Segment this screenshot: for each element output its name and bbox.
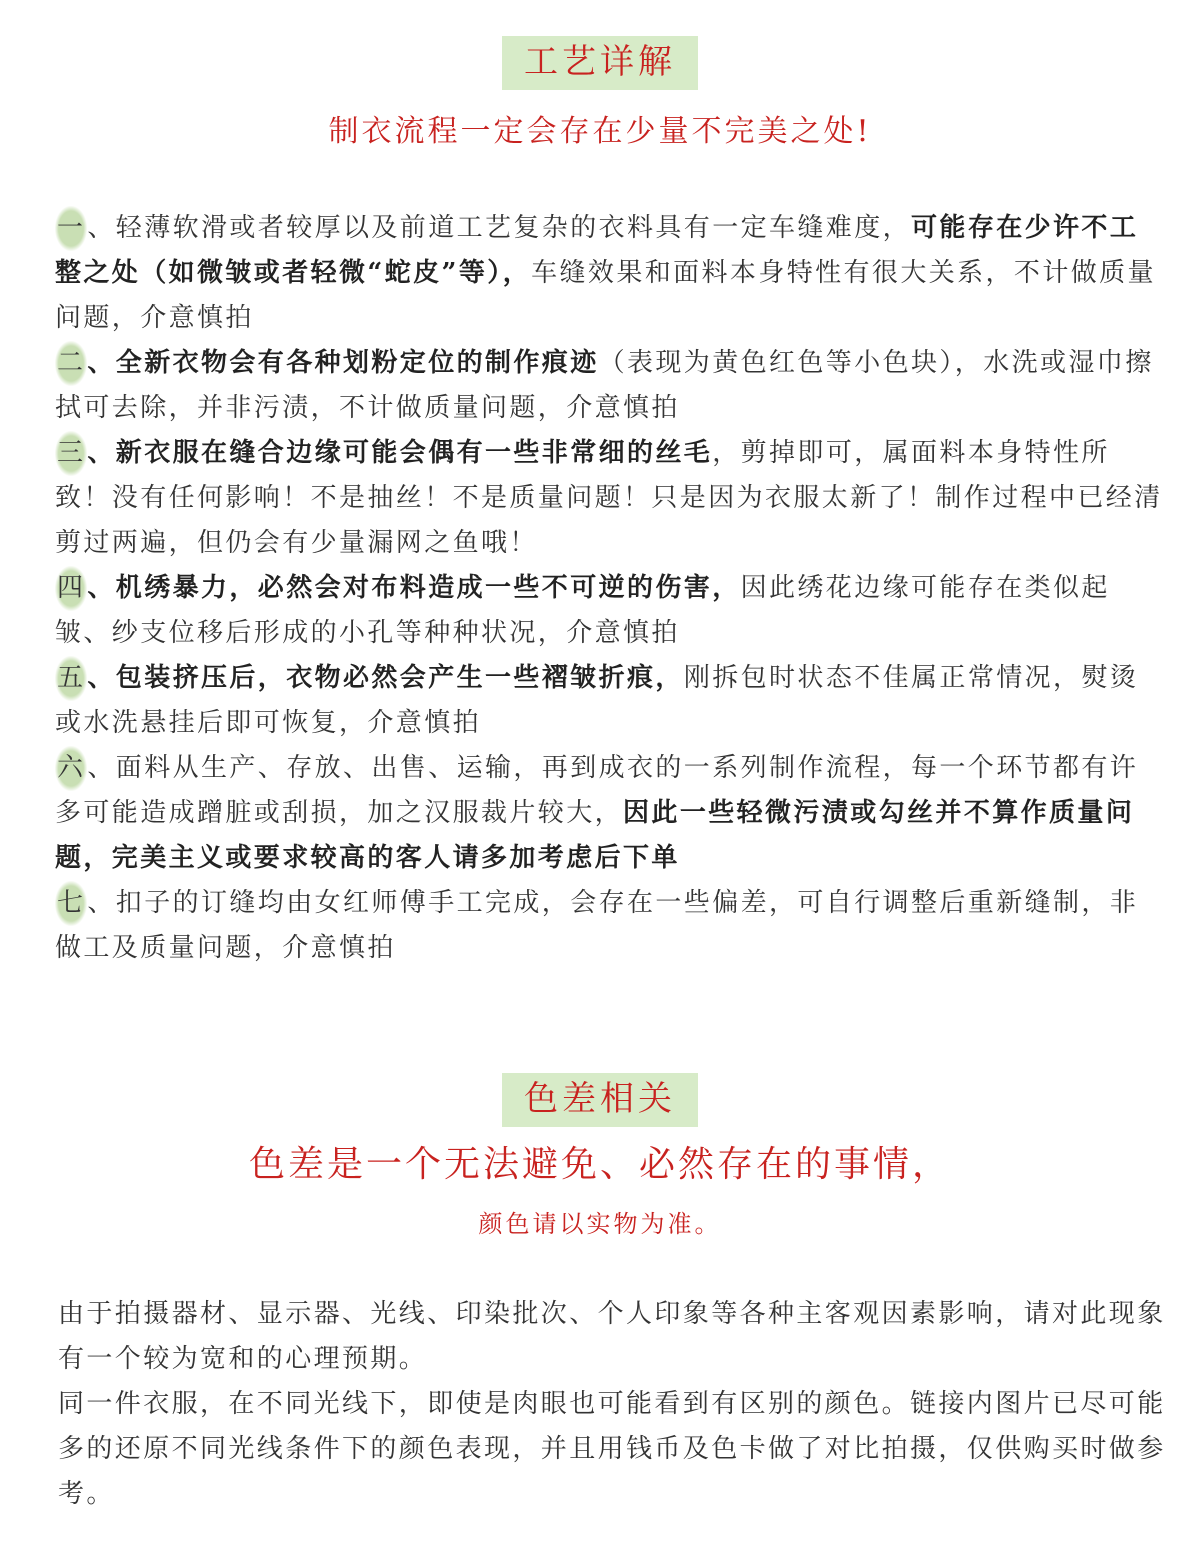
item-number-badge: 三 [55,431,87,476]
item-text: 、面料从生产、存放、出售、运输，再到成衣的一系列制作流程，每一个环节都有许多可能造成蹭脏或刮损，加之汉服裁片较大， [55,753,1139,828]
item-text: 、轻薄软滑或者较厚以及前道工艺复杂的衣料具有一定车缝难度， [87,213,912,243]
craft-notes-list [55,206,1165,971]
item-number-badge: 四 [55,566,87,611]
item-text-emphasis: 、机绣暴力，必然会对布料造成一些不可逆的伤害， [87,573,741,603]
item-text: （表现为黄色红色等小色块），水洗或湿巾擦拭可去除，并非污渍，不计做质量问题，介意慎拍 [55,348,1154,423]
item-number-badge: 七 [55,881,87,926]
item-text-emphasis: 、包装挤压后，衣物必然会产生一些褶皱折痕， [87,663,684,693]
color-difference-paragraph-1: 由于拍摄器材、显示器、光线、印染批次、个人印象等各种主客观因素影响，请对此现象有一个较为宽和的心理预期。 [58,1299,1166,1374]
section2-header [0,1073,1200,1127]
color-difference-paragraph-2: 同一件衣服，在不同光线下，即使是肉眼也可能看到有区别的颜色。链接内图片已尽可能多的还原不同光线条件下的颜色表现，并且用钱币及色卡做了对比拍摄，仅供购买时做参考。 [58,1389,1166,1509]
craft-note-item [55,746,1165,881]
item-text-emphasis: 、全新衣物会有各种划粉定位的制作痕迹 [87,348,599,378]
item-text: 车缝效果和面料本身特性有很大关系，不计做质量问题，介意慎拍 [55,258,1156,333]
item-text-emphasis: 可能存在少许不工整之处（如微皱或者轻微“蛇皮”等）， [55,213,1139,288]
item-text: ，剪掉即可，属面料本身特性所致！没有任何影响！不是抽丝！不是质量问题！只是因为衣服太新了！制作过程中已经清剪过两遍，但仍会有少量漏网之鱼哦！ [55,438,1163,558]
section2-headline: 色差是一个无法避免、必然存在的事情， [248,1144,951,1185]
craft-note-item [55,431,1165,566]
craft-note-item [55,341,1165,431]
item-text: 因此绣花边缘可能存在类似起皱、纱支位移后形成的小孔等种种状况，介意慎拍 [55,573,1110,648]
section2-note: 颜色请以实物为准。 [478,1210,722,1238]
item-number-badge: 五 [55,656,87,701]
section1-title: 工艺详解 [502,36,698,90]
item-number-badge: 二 [55,341,87,386]
item-number-badge: 六 [55,746,87,791]
craft-note-item [55,206,1165,341]
item-text-emphasis: 、新衣服在缝合边缘可能会偶有一些非常细的丝毛 [87,438,713,468]
craft-note-item [55,881,1165,971]
item-number-badge: 一 [55,206,87,251]
craft-note-item [55,656,1165,746]
item-text: 刚拆包时状态不佳属正常情况，熨烫或水洗悬挂后即可恢复，介意慎拍 [55,663,1139,738]
craft-note-item [55,566,1165,656]
section1-subtitle: 制衣流程一定会存在少量不完美之处! [328,114,872,149]
section1-header [0,36,1200,90]
section2-title: 色差相关 [502,1073,698,1127]
item-text: 、扣子的订缝均由女红师傅手工完成，会存在一些偏差，可自行调整后重新缝制，非做工及质量问题，介意慎拍 [55,888,1139,963]
item-text-emphasis: 因此一些轻微污渍或勾丝并不算作质量问题，完美主义或要求较高的客人请多加考虑后下单 [55,798,1135,873]
